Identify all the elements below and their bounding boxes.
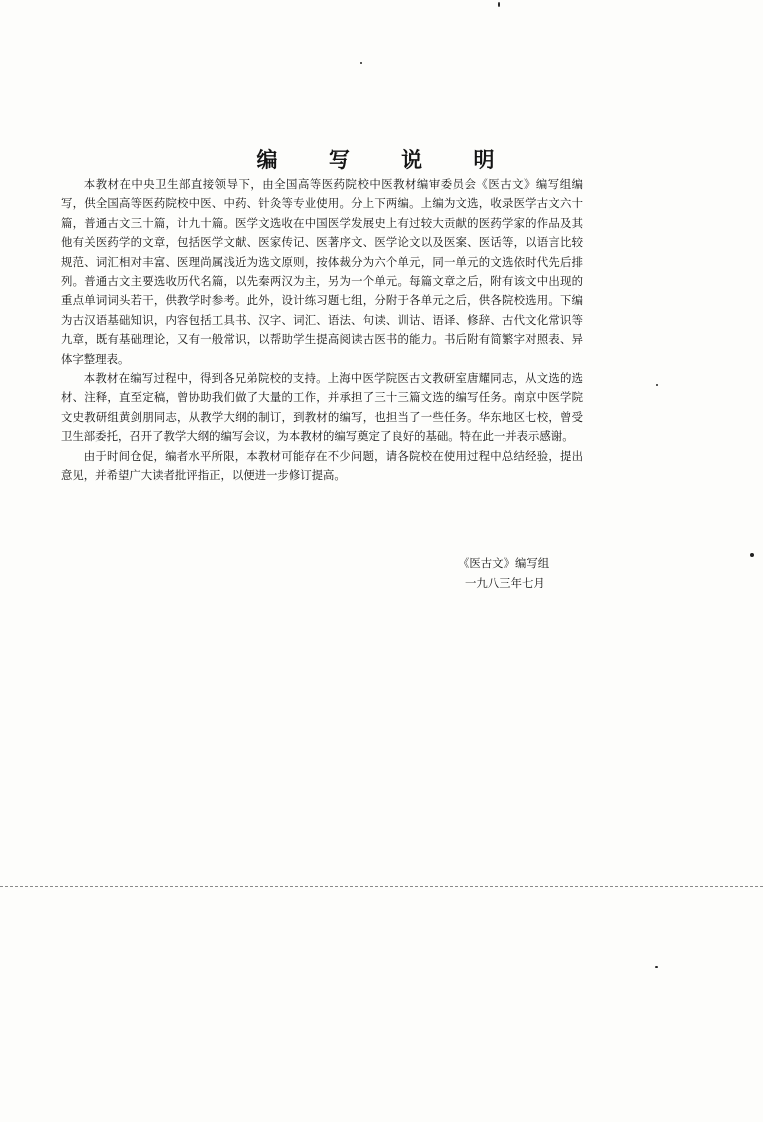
paragraph-3: 由于时间仓促，编者水平所限，本教材可能存在不少问题，请各院校在使用过程中总结经验，提出意见，并希望广大读者批评指正，以便进一步修订提高。: [61, 448, 583, 483]
scan-speck: [498, 2, 500, 7]
page-divider-line: [0, 886, 763, 887]
paragraph-1: 本教材在中央卫生部直接领导下，由全国高等医药院校中医教材编审委员会《医古文》编写组编写，供全国高等医药院校中医、中药、针灸等专业使用。分上下两编。上编为文选，收录医学古文六十篇，普通古文三十篇，计九十篇。医学文选收在中国医学发展史上有过较大贡献的医药学家的作品及其他有关医药学的文章，包括医学文献、医家传记、医著序文、医学论文以及医案、医话等，以语言比较规范、词汇相对丰富、医理尚属浅近为选文原则，按体裁分为六个单元，同一单元的文选依时代先后排列。普通古文主要选收历代名篇，以先秦两汉为主，另为一个单元。每篇文章之后，附有该文中出现的重点单词词头若干，供教学时参考。此外，设计练习题七组，分附于各单元之后，供各院校选用。下编为古汉语基础知识，内容包括工具书、汉字、词汇、语法、句读、训诂、语译、修辞、古代文化常识等九章，既有基础理论，又有一般常识，以帮助学生提高阅读古医书的能力。书后附有简繁字对照表、异体字整理表。: [61, 177, 583, 366]
paragraph-2: 本教材在编写过程中，得到各兄弟院校的支持。上海中医学院医古文教研室唐耀同志，从文选的选材、注释，直至定稿，曾协助我们做了大量的工作，并承担了三十三篇文选的编写任务。南京中医学院文史教研组黄剑朋同志，从教学大纲的制订，到教材的编写，也担当了一些任务。华东地区七校，曾受卫生部委托，召开了教学大纲的编写会议，为本教材的编写奠定了良好的基础。特在此一并表示感谢。: [61, 371, 583, 444]
signature-block: [458, 553, 549, 593]
scan-speck: [655, 966, 658, 968]
page-title: 编 写 说 明: [256, 147, 517, 173]
scan-speck: [360, 62, 362, 64]
scan-speck: [656, 384, 658, 386]
author-group: 《医古文》编写组: [458, 556, 550, 570]
scan-speck: [750, 553, 754, 557]
signature-date: 一九八三年七月: [465, 576, 545, 590]
preface-body: [61, 175, 583, 486]
